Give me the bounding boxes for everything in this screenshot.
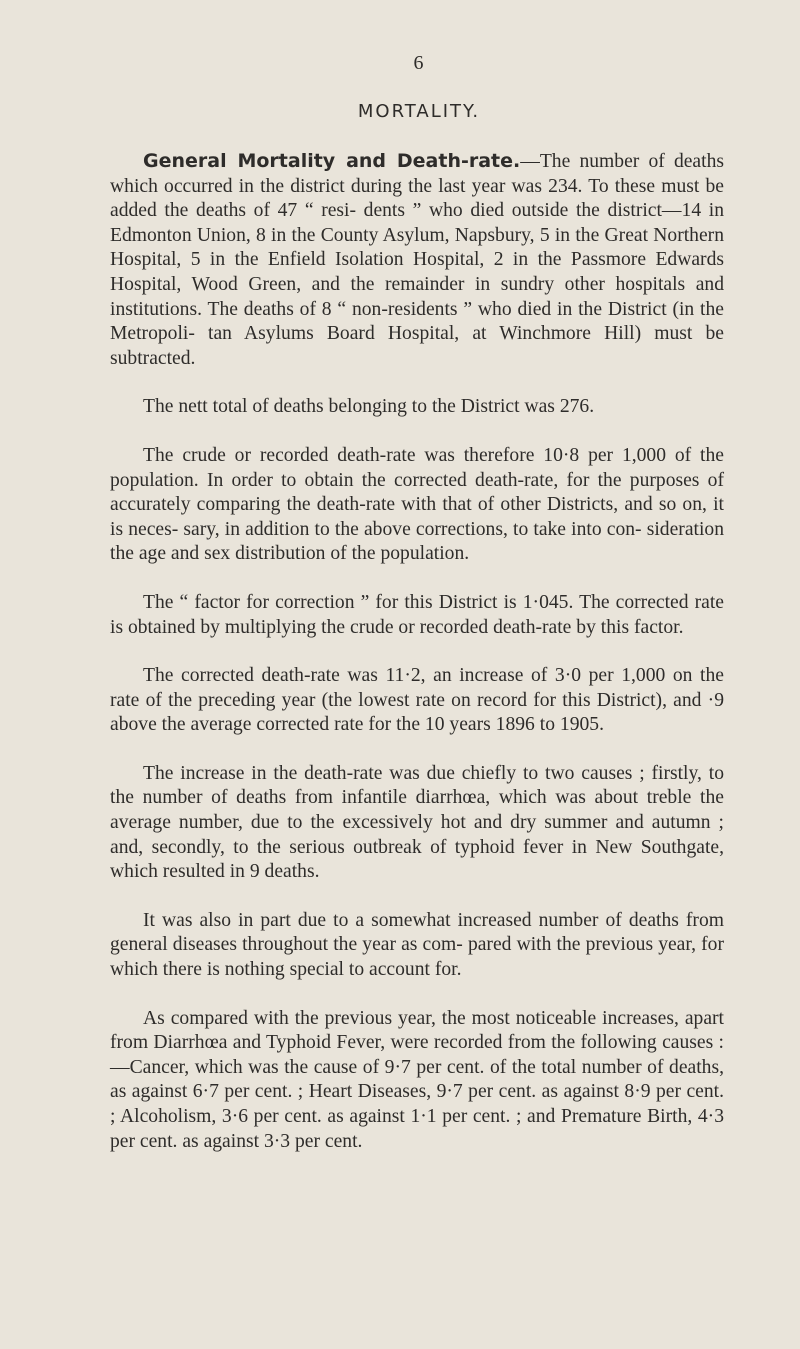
paragraph-text: —The number of deaths which occurred in the district during the last year was 234. To these must be added the deaths of 47 “ resi- dents ” who died outside the district—14 in Edmonton Union, 8 in the County Asylum, Napsbury, 5 in the Great Northern Hospital, 5 in the Enfield Isolation Hospital, 2 in the Passmore Edwards Hospital, Wood Green, and the remainder in sundry other hospitals and institutions. The deaths of 8 “ non-residents ” who died in the District (in the Metropoli- tan Asylums Board Hospital, at Winchmore Hill) must be subtracted.: [110, 151, 724, 369]
paragraph-correction-factor: The “ factor for correction ” for this District is 1·045. The corrected rate is obtained by multiplying the crude or recorded death-rate by this factor.: [110, 591, 724, 638]
page-number: 6: [413, 52, 425, 74]
paragraph-crude-rate: The crude or recorded death-rate was therefore 10·8 per 1,000 of the population. In order to obtain the corrected death-rate, for the purposes of accurately comparing the death-rate with that of other Districts, and so on, it is neces- sary, in addition to the above corrections, to take into con- sideration the age and sex distribution of the population.: [110, 444, 724, 565]
paragraph-increase-causes: The increase in the death-rate was due chiefly to two causes ; firstly, to the number of deaths from infantile diarrhœa, which was about treble the average number, due to the excessively hot and dry summer and autumn ; and, secondly, to the serious outbreak of typhoid fever in New Southgate, which resulted in 9 deaths.: [110, 762, 724, 883]
paragraph-nett-total: The nett total of deaths belonging to the District was 276.: [143, 396, 595, 418]
paragraph-general-mortality: [110, 149, 724, 371]
page-heading: MORTALITY.: [357, 101, 481, 122]
paragraph-general-diseases: It was also in part due to a somewhat increased number of deaths from general diseases throughout the year as com- pared with the previous year, for which there is nothing special to account for.: [110, 909, 724, 981]
section-lead-heading: General Mortality and Death-rate.: [143, 150, 521, 172]
paragraph-noticeable-increases: As compared with the previous year, the most noticeable increases, apart from Diarrhœa and Typhoid Fever, were recorded from the following causes :—Cancer, which was the cause of 9·7 per cent. of the total number of deaths, as against 6·7 per cent. ; Heart Diseases, 9·7 per cent. as against 8·9 per cent. ; Alcoholism, 3·6 per cent. as against 1·1 per cent. ; and Premature Birth, 4·3 per cent. as against 3·3 per cent.: [110, 1007, 724, 1152]
paragraph-corrected-rate: The corrected death-rate was 11·2, an increase of 3·0 per 1,000 on the rate of the preceding year (the lowest rate on record for this District), and ·9 above the average corrected rate for the 10 years 1896 to 1905.: [110, 665, 724, 736]
